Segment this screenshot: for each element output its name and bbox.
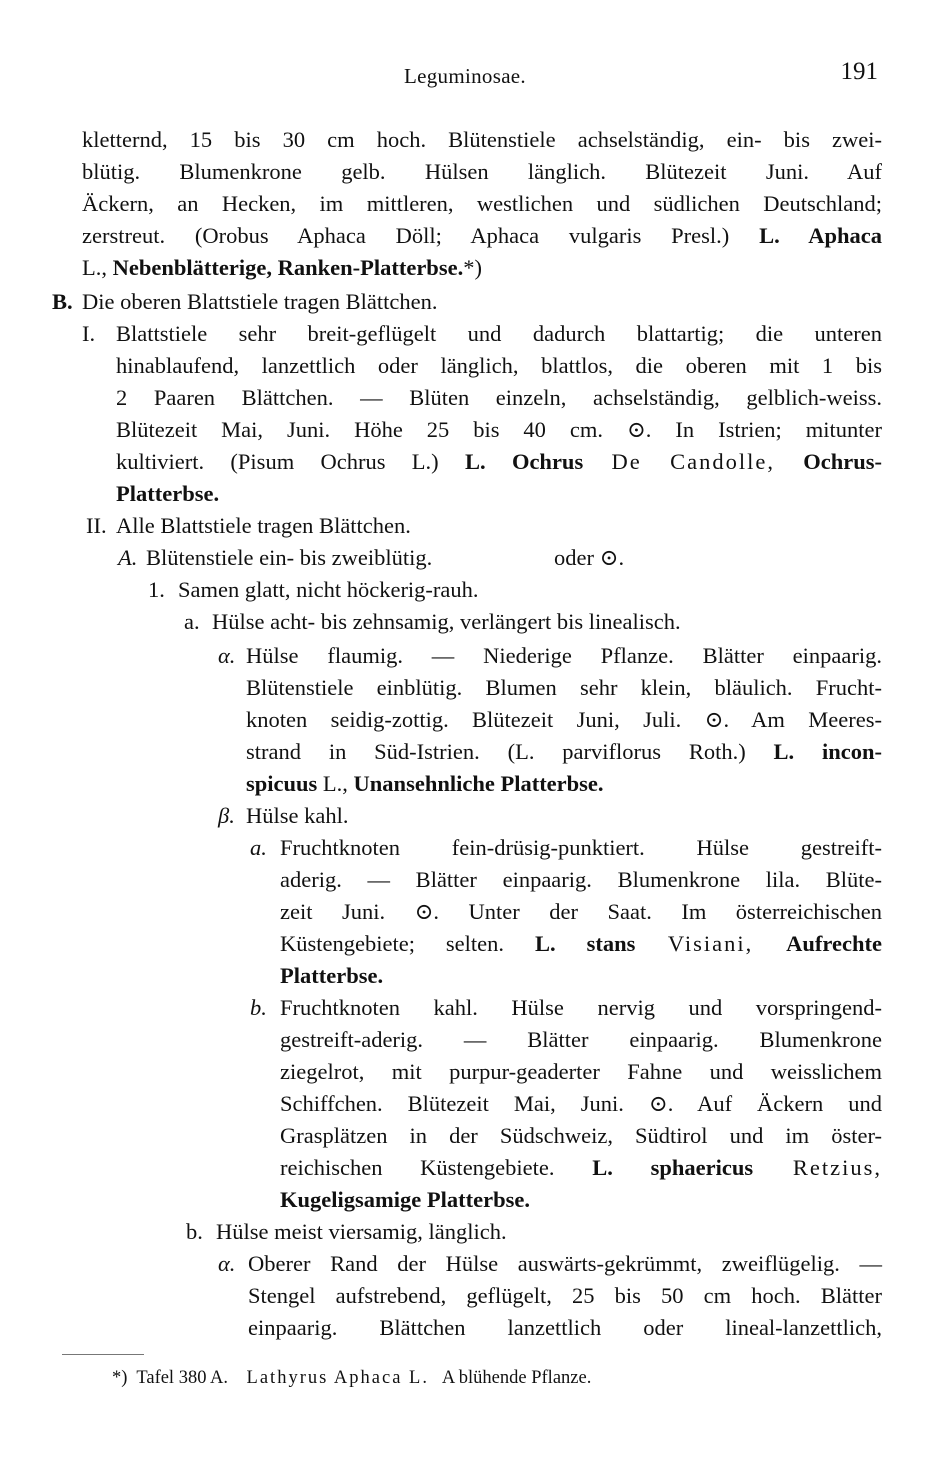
species-name: L. Ochrus: [465, 449, 584, 474]
running-header: [0, 58, 930, 92]
text-line: zeit Juni. ⊙. Unter der Saat. Im österreichischen: [280, 899, 882, 924]
text-line: Äckern, an Hecken, im mittleren, westlichen und südlichen Deutschland;: [82, 191, 882, 216]
common-name: Kugeligsamige Platterbse.: [280, 1187, 530, 1212]
key-label: B.: [52, 289, 73, 314]
text-line: Die oberen Blattstiele tragen Blättchen.: [82, 289, 438, 314]
text-line: L., Nebenblätterige, Ranken-Platterbse.*): [82, 255, 482, 280]
text-line: blütig. Blumenkrone gelb. Hülsen länglich. Blütezeit Juni. Auf: [82, 159, 882, 184]
author-name: Retzius,: [753, 1155, 882, 1180]
text-line: Hülse flaumig. — Niederige Pflanze. Blätter einpaarig.: [246, 643, 882, 668]
text-line: Grasplätzen in der Südschweiz, Südtirol und im öster-: [280, 1123, 882, 1148]
text-line: Hülse meist viersamig, länglich.: [216, 1219, 507, 1244]
text-line: Fruchtknoten kahl. Hülse nervig und vorspringend-: [280, 995, 882, 1020]
running-title: Leguminosae.: [404, 64, 526, 88]
text-line: ziegelrot, mit purpur-geaderter Fahne und weisslichem: [280, 1059, 882, 1084]
text-line: [280, 960, 383, 992]
footnote-marker: *): [463, 255, 482, 280]
key-label: 1.: [148, 577, 165, 602]
page-number: 191: [840, 58, 878, 85]
species-name: L. stans: [535, 931, 636, 956]
text-line: oder ⊙.: [554, 545, 625, 570]
text-line: [280, 1184, 530, 1216]
key-label: a.: [184, 609, 200, 634]
text-line: Stengel aufstrebend, geflügelt, 25 bis 50 cm hoch. Blätter: [248, 1283, 882, 1308]
text-line: Fruchtknoten fein-drüsig-punktiert. Hülse gestreift-: [280, 835, 882, 860]
text-line: Blütenstiele ein- bis zweiblütig.: [146, 545, 433, 570]
text-line: kultiviert. (Pisum Ochrus L.) L. Ochrus De Candolle, Ochrus-: [116, 449, 883, 474]
text-line: spicuus L., Unansehnliche Platterbse.: [246, 771, 604, 796]
author-name: Visiani,: [635, 931, 787, 956]
key-label: β.: [218, 803, 235, 828]
common-name: Unansehnliche Platterbse.: [353, 771, 604, 796]
footnote-rule: [62, 1354, 144, 1355]
key-label: II.: [86, 513, 107, 538]
text-line: Alle Blattstiele tragen Blättchen.: [116, 513, 411, 538]
text-line: Schiffchen. Blütezeit Mai, Juni. ⊙. Auf Äckern und: [280, 1091, 882, 1116]
footnote-species: Lathyrus Aphaca L.: [246, 1368, 429, 1388]
common-name: Platterbse.: [280, 963, 384, 988]
text-line: strand in Süd-Istrien. (L. parviflorus Roth.) L. incon-: [246, 739, 882, 764]
text-line: einpaarig. Blättchen lanzettlich oder lineal-lanzettlich,: [248, 1315, 882, 1340]
text-line: Küstengebiete; selten. L. stans Visiani, Aufrechte: [280, 931, 882, 956]
text-line: Hülse acht- bis zehnsamig, verlängert bis linealisch.: [212, 609, 681, 634]
common-name: Ochrus-: [803, 449, 883, 474]
text-line: Samen glatt, nicht höckerig-rauh.: [178, 577, 479, 602]
text-line: aderig. — Blätter einpaarig. Blumenkrone lila. Blüte-: [280, 867, 882, 892]
text-line: kletternd, 15 bis 30 cm hoch. Blütenstiele achselständig, ein- bis zwei-: [82, 127, 882, 152]
text-line: reichischen Küstengebiete. L. sphaericus Retzius,: [280, 1155, 882, 1180]
common-name: Nebenblätterige, Ranken-Platterbse.: [112, 255, 464, 280]
text-line: gestreift-aderig. — Blätter einpaarig. Blumenkrone: [280, 1027, 882, 1052]
text-line: Blütenstiele einblütig. Blumen sehr klein, bläulich. Frucht-: [246, 675, 882, 700]
key-label: b.: [250, 995, 267, 1020]
text-line: Blattstiele sehr breit-geflügelt und dadurch blattartig; die unteren: [116, 321, 882, 346]
species-name: L. incon-: [773, 739, 882, 764]
species-name: L. sphaericus: [592, 1155, 754, 1180]
text-line: Blütezeit Mai, Juni. Höhe 25 bis 40 cm. ⊙. In Istrien; mitunter: [116, 417, 882, 442]
text-line: hinablaufend, lanzettlich oder länglich, blattlos, die oberen mit 1 bis: [116, 353, 882, 378]
author-name: De Candolle,: [583, 449, 804, 474]
common-name: Platterbse.: [116, 481, 220, 506]
footnote: *) Tafel 380 A. Lathyrus Aphaca L. A blühende Pflanze.: [112, 1368, 592, 1388]
key-label: A.: [118, 545, 138, 570]
text-line: Oberer Rand der Hülse auswärts-gekrümmt, zweiflügelig. —: [248, 1251, 882, 1276]
key-label: α.: [218, 643, 236, 668]
species-name: L. Aphaca: [759, 223, 882, 248]
text-line: Hülse kahl.: [246, 803, 349, 828]
common-name: Aufrechte: [786, 931, 882, 956]
key-label: I.: [82, 321, 96, 346]
key-label: b.: [186, 1219, 203, 1244]
text-line: knoten seidig-zottig. Blütezeit Juni, Juli. ⊙. Am Meeres-: [246, 707, 882, 732]
footnote-marker: *): [112, 1368, 128, 1388]
text-line: zerstreut. (Orobus Aphaca Döll; Aphaca vulgaris Presl.) L. Aphaca: [82, 223, 882, 248]
key-label: α.: [218, 1251, 236, 1276]
text-line: 2 Paaren Blättchen. — Blüten einzeln, achselständig, gelblich-weiss.: [116, 385, 882, 410]
text-line: [116, 478, 219, 510]
key-label: a.: [250, 835, 267, 860]
species-name: spicuus: [246, 771, 318, 796]
